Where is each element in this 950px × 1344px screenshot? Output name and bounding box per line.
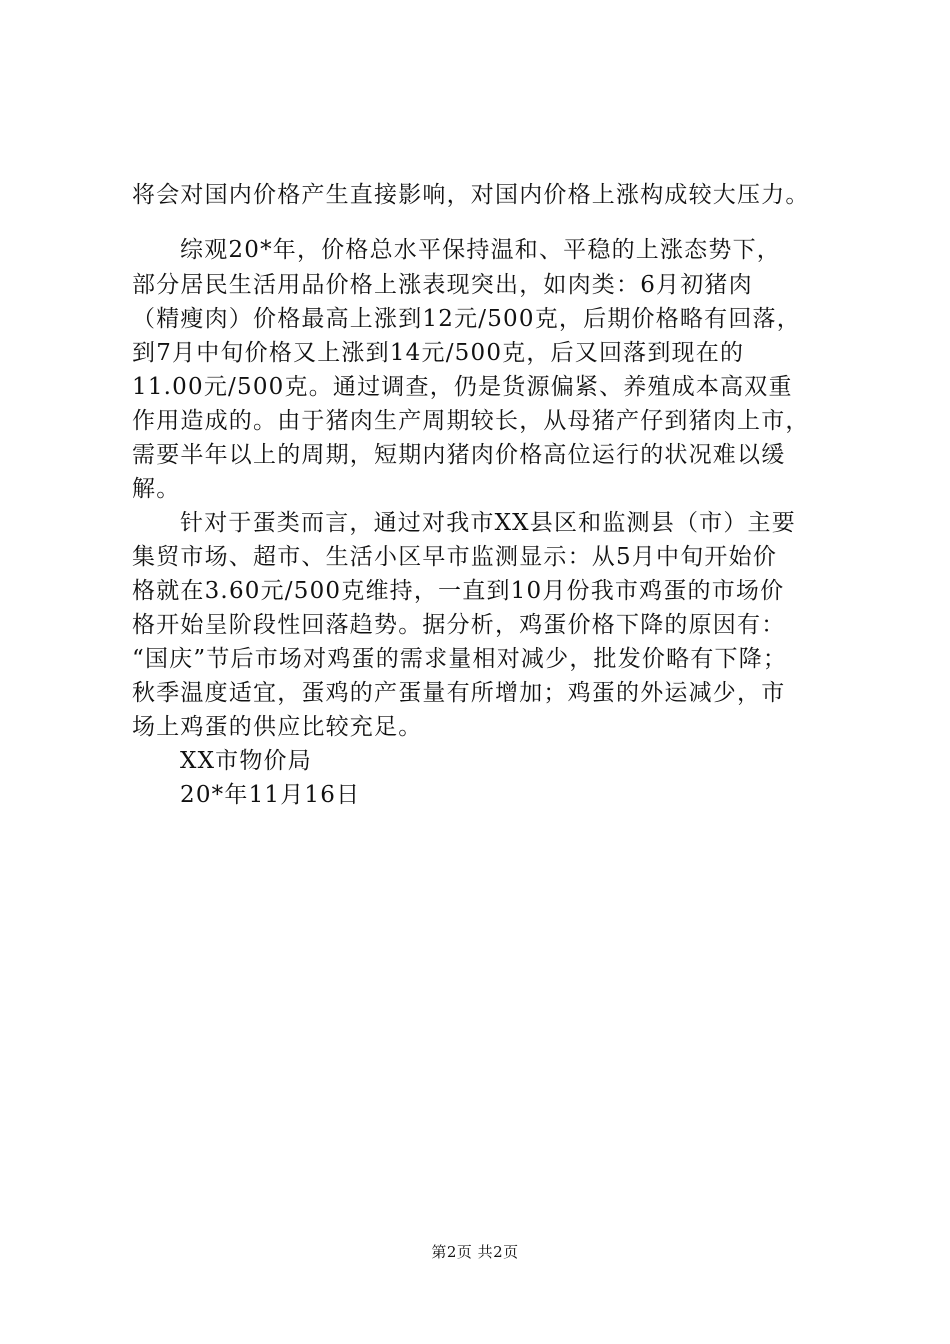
paragraph-line: “国庆”节后市场对鸡蛋的需求量相对减少，批发价略有下降； <box>132 646 788 672</box>
paragraph-line: 作用造成的。由于猪肉生产周期较长，从母猪产仔到猪肉上市， <box>132 408 810 434</box>
paragraph-line: 将会对国内价格产生直接影响，对国内价格上涨构成较大压力。 <box>132 182 810 208</box>
paragraph-line: 针对于蛋类而言，通过对我市XX县区和监测县（市）主要 <box>180 510 796 536</box>
signature-date: 20*年11月16日 <box>180 782 361 808</box>
paragraph-line: 解。 <box>132 476 181 502</box>
paragraph-line: 格开始呈阶段性回落趋势。据分析，鸡蛋价格下降的原因有： <box>132 612 786 638</box>
paragraph-line: 场上鸡蛋的供应比较充足。 <box>132 714 423 740</box>
paragraph-line: 需要半年以上的周期，短期内猪肉价格高位运行的状况难以缓 <box>132 442 786 468</box>
paragraph-line: 11.00元/500克。通过调查，仍是货源偏紧、养殖成本高双重 <box>132 374 793 400</box>
page-number-footer: 第2页 共2页 <box>431 1243 519 1261</box>
paragraph-line: 集贸市场、超市、生活小区早市监测显示：从5月中旬开始价 <box>132 544 778 570</box>
paragraph-line: （精瘦肉）价格最高上涨到12元/500克，后期价格略有回落， <box>132 306 801 332</box>
paragraph-line: 到7月中旬价格又上涨到14元/500克，后又回落到现在的 <box>132 340 745 366</box>
signature-organization: XX市物价局 <box>180 748 312 774</box>
paragraph-line: 秋季温度适宜，蛋鸡的产蛋量有所增加；鸡蛋的外运减少，市 <box>132 680 786 706</box>
paragraph-line: 部分居民生活用品价格上涨表现突出，如肉类：6月初猪肉 <box>132 272 753 298</box>
paragraph-line: 综观20*年，价格总水平保持温和、平稳的上涨态势下， <box>180 237 781 263</box>
paragraph-line: 格就在3.60元/500克维持，一直到10月份我市鸡蛋的市场价 <box>132 578 785 604</box>
